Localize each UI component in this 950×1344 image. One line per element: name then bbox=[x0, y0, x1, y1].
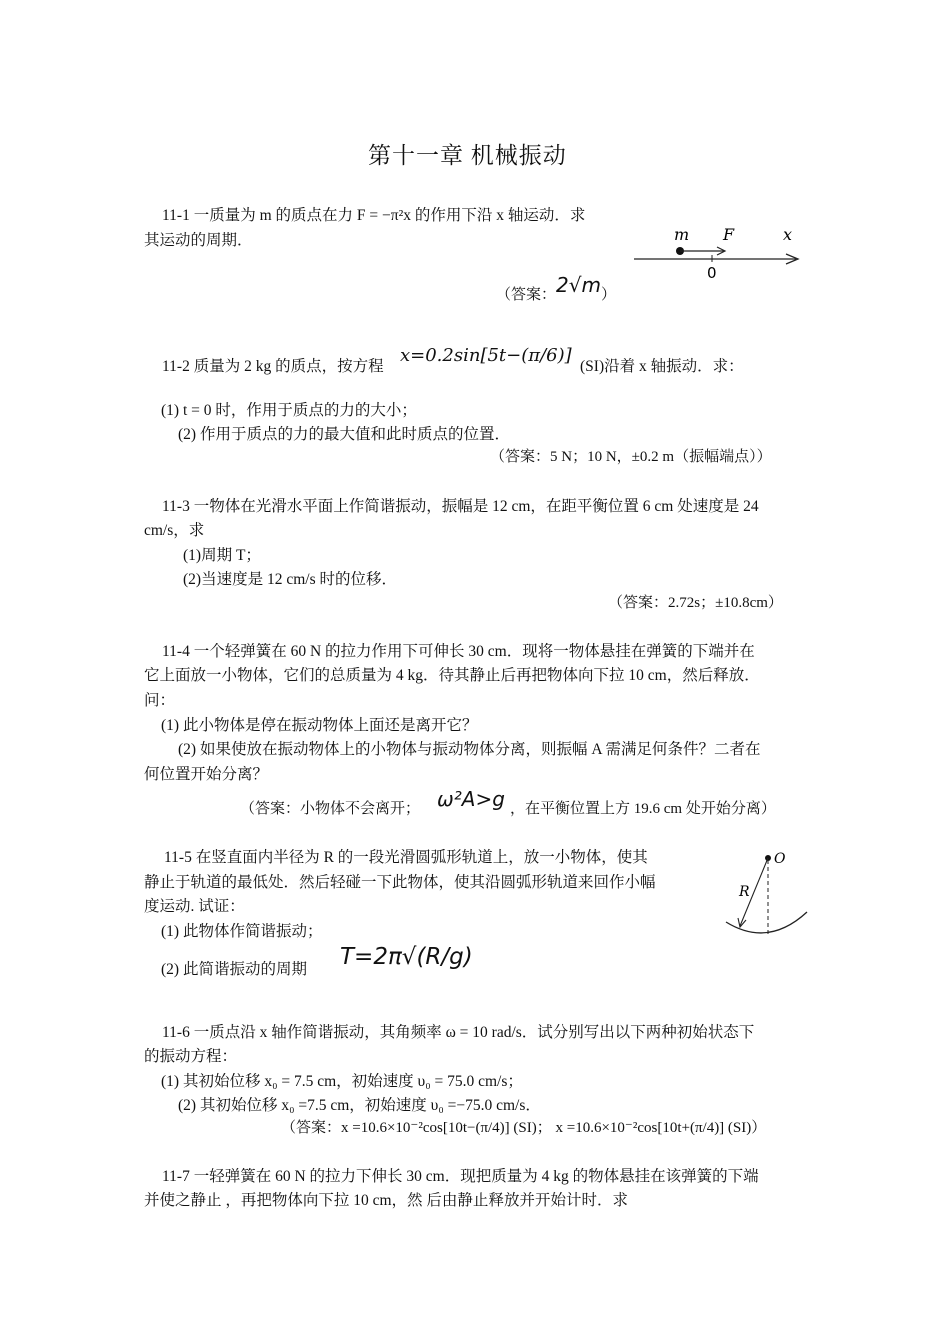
fig-m-label: m bbox=[674, 225, 690, 244]
problem-11-5-q1: (1) 此物体作简谐振动； bbox=[161, 923, 323, 940]
problem-11-3-line2: cm/s，求 bbox=[144, 522, 205, 539]
problem-11-4-q2a: (2) 如果使放在振动物体上的小物体与振动物体分离，则振幅 A 需满足何条件？二者在 bbox=[178, 741, 761, 758]
problem-11-3-q2: (2)当速度是 12 cm/s 时的位移． bbox=[183, 571, 397, 588]
problem-11-3-line1: 11-3 一物体在光滑水平面上作简谐振动，振幅是 12 cm，在距平衡位置 6 cm 处速度是 24 bbox=[162, 498, 759, 515]
fig-x-label: x bbox=[783, 225, 793, 244]
problem-11-6-q2: (2) 其初始位移 x₀ =7.5 cm，初始速度 υ₀ =−75.0 cm/s． bbox=[178, 1097, 541, 1114]
problem-11-4-q1: (1) 此小物体是停在振动物体上面还是离开它？ bbox=[161, 717, 478, 734]
fig-r-label: R bbox=[739, 884, 750, 900]
problem-11-5-q2: (2) 此简谐振动的周期 bbox=[161, 961, 307, 978]
page-title: 第十一章 机械振动 bbox=[368, 143, 567, 168]
problem-11-6-line1: 11-6 一质点沿 x 轴作简谐振动，其角频率 ω = 10 rad/s．试分别写出以下两种初始状态下 bbox=[162, 1024, 755, 1041]
axis-force-figure bbox=[628, 222, 808, 284]
problem-11-4-line2: 它上面放一小物体，它们的总质量为 4 kg．待其静止后再把物体向下拉 10 cm，然后释放． bbox=[144, 667, 760, 684]
problem-11-1-line1: 11-1 一质量为 m 的质点在力 F = −π²x 的作用下沿 x 轴运动．求 bbox=[162, 207, 586, 224]
problem-11-2-equation: x=0.2sin[5t−(π/6)] bbox=[400, 345, 572, 366]
problem-11-5-line1: 11-5 在竖直面内半径为 R 的一段光滑圆弧形轨道上，放一小物体，使其 bbox=[164, 849, 648, 866]
answer-11-1-math: 2√m bbox=[556, 273, 601, 297]
answer-11-3: （答案：2.72s；±10.8cm） bbox=[608, 595, 783, 611]
answer-11-1-suffix: ） bbox=[601, 287, 617, 303]
problem-11-2-line1b: (SI)沿着 x 轴振动．求： bbox=[580, 358, 744, 375]
problem-11-6-line2: 的振动方程： bbox=[144, 1048, 238, 1065]
problem-11-4-line1: 11-4 一个轻弹簧在 60 N 的拉力作用下可伸长 30 cm．现将一物体悬挂在弹簧的下端并在 bbox=[162, 643, 755, 660]
problem-11-4-line3: 问： bbox=[144, 692, 176, 709]
fig-f-label: F bbox=[723, 225, 735, 244]
answer-11-4-b: ，在平衡位置上方 19.6 cm 处开始分离） bbox=[510, 801, 776, 817]
problem-11-6-q1: (1) 其初始位移 x₀ = 7.5 cm，初始速度 υ₀ = 75.0 cm/s； bbox=[161, 1073, 523, 1090]
problem-11-4-q2b: 何位置开始分离？ bbox=[144, 766, 269, 783]
fig-origin-label: 0 bbox=[707, 264, 717, 282]
answer-11-4-math: ω²A>g bbox=[437, 787, 505, 811]
problem-11-3-q1: (1)周期 T； bbox=[183, 547, 261, 564]
answer-11-1-prefix: （答案： bbox=[496, 287, 557, 303]
answer-11-6: （答案：x =10.6×10⁻²cos[10t−(π/4)] (SI)； x =10.6×10⁻²cos[10t+(π/4)] (SI)） bbox=[281, 1120, 767, 1136]
problem-11-2-line1a: 11-2 质量为 2 kg 的质点，按方程 bbox=[162, 358, 384, 375]
problem-11-2-q2: (2) 作用于质点的力的最大值和此时质点的位置． bbox=[178, 426, 510, 443]
problem-11-7-line1: 11-7 一轻弹簧在 60 N 的拉力下伸长 30 cm．现把质量为 4 kg 的物体悬挂在该弹簧的下端 bbox=[162, 1168, 759, 1185]
problem-11-1-line2: 其运动的周期． bbox=[144, 232, 253, 249]
problem-11-7-line2: 并使之静止 ，再把物体向下拉 10 cm，然 后由静止释放并开始计时．求 bbox=[144, 1192, 628, 1209]
answer-11-4-a: （答案：小物体不会离开； bbox=[240, 801, 421, 817]
problem-11-2-q1: (1) t = 0 时，作用于质点的力的大小； bbox=[161, 402, 417, 419]
problem-11-5-formula: T=2π√(R/g) bbox=[340, 944, 473, 970]
answer-11-2: （答案：5 N；10 N，±0.2 m（振幅端点）） bbox=[490, 449, 772, 465]
arc-track-figure bbox=[720, 848, 815, 940]
problem-11-5-line2: 静止于轨道的最低处．然后轻碰一下此物体，使其沿圆弧形轨道来回作小幅 bbox=[144, 874, 656, 891]
fig-o-label: O bbox=[774, 851, 786, 867]
problem-11-5-line3: 度运动. 试证： bbox=[144, 898, 245, 915]
